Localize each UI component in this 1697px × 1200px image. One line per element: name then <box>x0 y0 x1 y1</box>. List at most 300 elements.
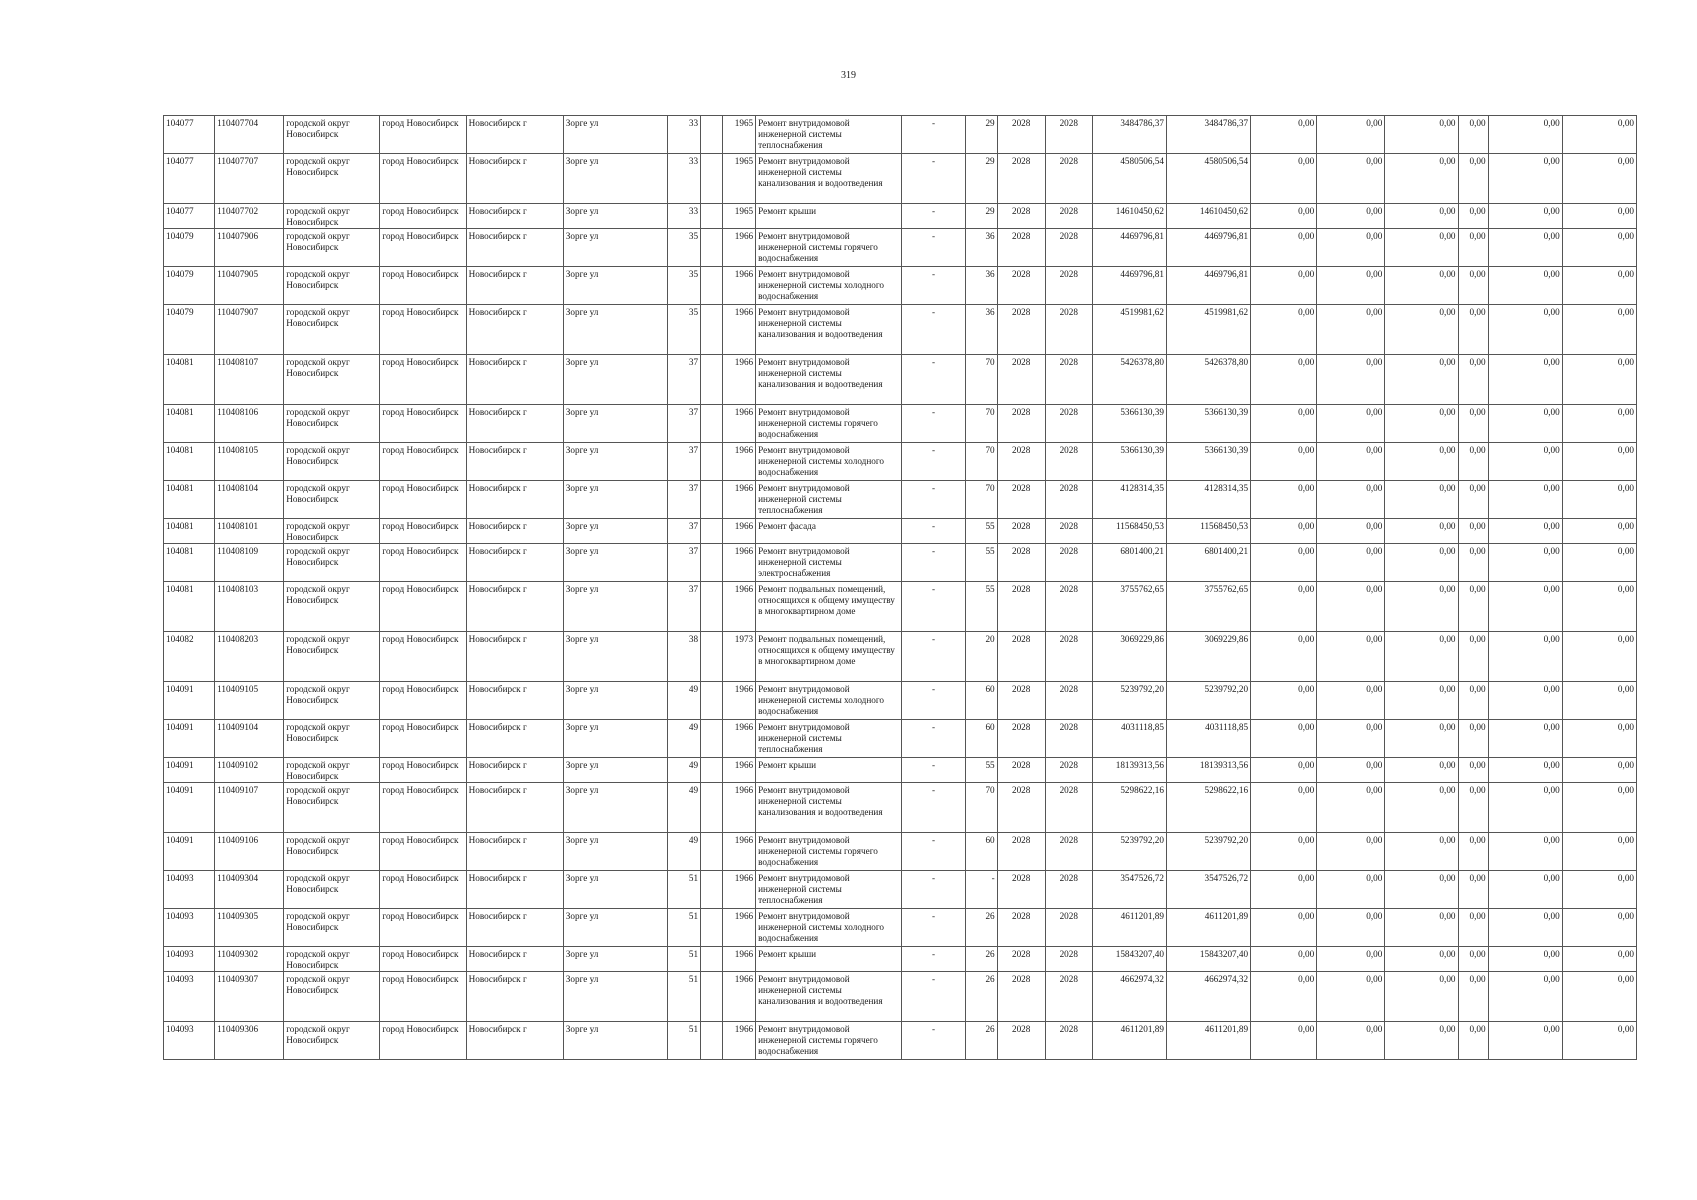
cell-budget-regional: 0,00 <box>1317 783 1385 833</box>
cell-fund-cost: 4128314,35 <box>1166 481 1250 519</box>
cell-budget-regional: 0,00 <box>1317 871 1385 909</box>
cell-unit: - <box>902 116 965 154</box>
cell-work-id: 110408107 <box>215 355 284 405</box>
cell-budget-local: 0,00 <box>1385 909 1458 947</box>
cell-year-start: 2028 <box>997 305 1045 355</box>
table-row <box>164 443 1637 481</box>
cell-year-start: 2028 <box>997 909 1045 947</box>
cell-budget-federal: 0,00 <box>1251 909 1317 947</box>
cell-budget-local: 0,00 <box>1385 783 1458 833</box>
cell-city: Новосибирск г <box>466 229 563 267</box>
cell-budget-federal: 0,00 <box>1251 355 1317 405</box>
cell-building <box>701 582 723 632</box>
cell-building <box>701 682 723 720</box>
cell-fund-cost: 3547526,72 <box>1166 871 1250 909</box>
table-row <box>164 544 1637 582</box>
cell-work-type: Ремонт внутридомовой инженерной системы горячего водоснабжения <box>756 1022 902 1060</box>
cell-total-cost: 4128314,35 <box>1092 481 1166 519</box>
cell-budget-local: 0,00 <box>1385 632 1458 682</box>
table-row <box>164 229 1637 267</box>
cell-building <box>701 720 723 758</box>
cell-budget-federal: 0,00 <box>1251 405 1317 443</box>
cell-settlement: город Новосибирск <box>380 267 466 305</box>
cell-municipality: городской округ Новосибирск <box>284 947 380 972</box>
cell-settlement: город Новосибирск <box>380 758 466 783</box>
cell-house-number: 51 <box>667 909 700 947</box>
cell-object-id: 104081 <box>164 355 215 405</box>
cell-total-cost: 6801400,21 <box>1092 544 1166 582</box>
cell-wear-percent: 29 <box>965 204 997 229</box>
cell-year-start: 2028 <box>997 481 1045 519</box>
cell-year-end: 2028 <box>1045 1022 1092 1060</box>
cell-total-cost: 4611201,89 <box>1092 909 1166 947</box>
cell-work-type: Ремонт крыши <box>756 204 902 229</box>
cell-extra-funds: 0,00 <box>1562 519 1636 544</box>
cell-work-id: 110408106 <box>215 405 284 443</box>
cell-other-sources: 0,00 <box>1488 632 1562 682</box>
cell-wear-percent: 36 <box>965 267 997 305</box>
cell-settlement: город Новосибирск <box>380 1022 466 1060</box>
cell-total-cost: 4031118,85 <box>1092 720 1166 758</box>
cell-fund-cost: 6801400,21 <box>1166 544 1250 582</box>
cell-total-cost: 4469796,81 <box>1092 229 1166 267</box>
cell-budget-local: 0,00 <box>1385 204 1458 229</box>
cell-building <box>701 519 723 544</box>
cell-municipality: городской округ Новосибирск <box>284 204 380 229</box>
cell-year-end: 2028 <box>1045 972 1092 1022</box>
cell-street: Зорге ул <box>563 481 667 519</box>
cell-year-start: 2028 <box>997 632 1045 682</box>
cell-extra-funds: 0,00 <box>1562 682 1636 720</box>
cell-house-number: 35 <box>667 229 700 267</box>
cell-year-start: 2028 <box>997 116 1045 154</box>
cell-owners-share: 0,00 <box>1458 947 1488 972</box>
cell-unit: - <box>902 229 965 267</box>
cell-extra-funds: 0,00 <box>1562 154 1636 204</box>
cell-object-id: 104081 <box>164 582 215 632</box>
cell-work-type: Ремонт подвальных помещений, относящихся к общему имуществу в многоквартирном доме <box>756 582 902 632</box>
cell-wear-percent: 55 <box>965 758 997 783</box>
cell-work-type: Ремонт внутридомовой инженерной системы канализования и водоотведения <box>756 783 902 833</box>
cell-budget-federal: 0,00 <box>1251 481 1317 519</box>
cell-year-built: 1966 <box>723 405 756 443</box>
table-row <box>164 116 1637 154</box>
cell-year-start: 2028 <box>997 947 1045 972</box>
cell-owners-share: 0,00 <box>1458 720 1488 758</box>
cell-object-id: 104081 <box>164 443 215 481</box>
cell-total-cost: 5239792,20 <box>1092 682 1166 720</box>
cell-city: Новосибирск г <box>466 972 563 1022</box>
cell-building <box>701 909 723 947</box>
cell-municipality: городской округ Новосибирск <box>284 682 380 720</box>
cell-house-number: 33 <box>667 204 700 229</box>
table-row <box>164 267 1637 305</box>
cell-year-end: 2028 <box>1045 632 1092 682</box>
cell-fund-cost: 4662974,32 <box>1166 972 1250 1022</box>
cell-year-built: 1966 <box>723 871 756 909</box>
cell-year-built: 1966 <box>723 947 756 972</box>
cell-municipality: городской округ Новосибирск <box>284 909 380 947</box>
cell-municipality: городской округ Новосибирск <box>284 833 380 871</box>
cell-city: Новосибирск г <box>466 204 563 229</box>
cell-budget-federal: 0,00 <box>1251 519 1317 544</box>
cell-year-end: 2028 <box>1045 443 1092 481</box>
cell-settlement: город Новосибирск <box>380 783 466 833</box>
cell-fund-cost: 18139313,56 <box>1166 758 1250 783</box>
cell-year-end: 2028 <box>1045 783 1092 833</box>
cell-year-built: 1966 <box>723 909 756 947</box>
cell-budget-local: 0,00 <box>1385 833 1458 871</box>
cell-fund-cost: 4580506,54 <box>1166 154 1250 204</box>
cell-building <box>701 443 723 481</box>
cell-unit: - <box>902 758 965 783</box>
cell-budget-regional: 0,00 <box>1317 833 1385 871</box>
cell-house-number: 49 <box>667 682 700 720</box>
cell-unit: - <box>902 947 965 972</box>
cell-budget-local: 0,00 <box>1385 154 1458 204</box>
cell-owners-share: 0,00 <box>1458 758 1488 783</box>
cell-city: Новосибирск г <box>466 481 563 519</box>
cell-other-sources: 0,00 <box>1488 116 1562 154</box>
cell-building <box>701 355 723 405</box>
cell-house-number: 35 <box>667 305 700 355</box>
cell-year-end: 2028 <box>1045 229 1092 267</box>
cell-wear-percent: 55 <box>965 544 997 582</box>
cell-city: Новосибирск г <box>466 405 563 443</box>
cell-total-cost: 11568450,53 <box>1092 519 1166 544</box>
cell-unit: - <box>902 355 965 405</box>
cell-budget-federal: 0,00 <box>1251 1022 1317 1060</box>
cell-object-id: 104079 <box>164 229 215 267</box>
cell-budget-regional: 0,00 <box>1317 443 1385 481</box>
cell-settlement: город Новосибирск <box>380 519 466 544</box>
cell-municipality: городской округ Новосибирск <box>284 116 380 154</box>
cell-unit: - <box>902 1022 965 1060</box>
cell-street: Зорге ул <box>563 116 667 154</box>
table-row <box>164 720 1637 758</box>
cell-budget-regional: 0,00 <box>1317 405 1385 443</box>
cell-street: Зорге ул <box>563 972 667 1022</box>
cell-total-cost: 3547526,72 <box>1092 871 1166 909</box>
cell-object-id: 104091 <box>164 720 215 758</box>
cell-street: Зорге ул <box>563 909 667 947</box>
cell-year-built: 1966 <box>723 582 756 632</box>
cell-year-built: 1966 <box>723 519 756 544</box>
cell-wear-percent: 26 <box>965 947 997 972</box>
cell-budget-regional: 0,00 <box>1317 632 1385 682</box>
cell-settlement: город Новосибирск <box>380 972 466 1022</box>
cell-street: Зорге ул <box>563 682 667 720</box>
cell-budget-federal: 0,00 <box>1251 267 1317 305</box>
cell-unit: - <box>902 305 965 355</box>
cell-settlement: город Новосибирск <box>380 481 466 519</box>
cell-unit: - <box>902 833 965 871</box>
cell-budget-regional: 0,00 <box>1317 204 1385 229</box>
table-row <box>164 682 1637 720</box>
cell-fund-cost: 4611201,89 <box>1166 1022 1250 1060</box>
cell-budget-federal: 0,00 <box>1251 833 1317 871</box>
cell-total-cost: 3069229,86 <box>1092 632 1166 682</box>
cell-city: Новосибирск г <box>466 355 563 405</box>
cell-municipality: городской округ Новосибирск <box>284 632 380 682</box>
cell-fund-cost: 4611201,89 <box>1166 909 1250 947</box>
cell-house-number: 37 <box>667 355 700 405</box>
table-row <box>164 1022 1637 1060</box>
cell-year-start: 2028 <box>997 405 1045 443</box>
cell-extra-funds: 0,00 <box>1562 720 1636 758</box>
cell-year-start: 2028 <box>997 871 1045 909</box>
cell-fund-cost: 5298622,16 <box>1166 783 1250 833</box>
cell-wear-percent: 26 <box>965 1022 997 1060</box>
cell-object-id: 104082 <box>164 632 215 682</box>
cell-street: Зорге ул <box>563 355 667 405</box>
cell-year-end: 2028 <box>1045 519 1092 544</box>
cell-work-type: Ремонт внутридомовой инженерной системы холодного водоснабжения <box>756 909 902 947</box>
cell-total-cost: 14610450,62 <box>1092 204 1166 229</box>
cell-municipality: городской округ Новосибирск <box>284 154 380 204</box>
cell-street: Зорге ул <box>563 758 667 783</box>
cell-extra-funds: 0,00 <box>1562 355 1636 405</box>
table-row <box>164 909 1637 947</box>
cell-street: Зорге ул <box>563 1022 667 1060</box>
cell-work-id: 110409105 <box>215 682 284 720</box>
cell-wear-percent: 60 <box>965 682 997 720</box>
cell-building <box>701 481 723 519</box>
cell-fund-cost: 4519981,62 <box>1166 305 1250 355</box>
cell-work-id: 110408203 <box>215 632 284 682</box>
cell-object-id: 104077 <box>164 154 215 204</box>
cell-municipality: городской округ Новосибирск <box>284 355 380 405</box>
cell-other-sources: 0,00 <box>1488 833 1562 871</box>
cell-owners-share: 0,00 <box>1458 154 1488 204</box>
table-row <box>164 833 1637 871</box>
cell-budget-regional: 0,00 <box>1317 116 1385 154</box>
cell-year-end: 2028 <box>1045 154 1092 204</box>
cell-object-id: 104091 <box>164 833 215 871</box>
cell-wear-percent: 26 <box>965 909 997 947</box>
cell-budget-local: 0,00 <box>1385 544 1458 582</box>
cell-other-sources: 0,00 <box>1488 229 1562 267</box>
cell-extra-funds: 0,00 <box>1562 405 1636 443</box>
cell-wear-percent: 55 <box>965 582 997 632</box>
cell-other-sources: 0,00 <box>1488 682 1562 720</box>
cell-house-number: 37 <box>667 582 700 632</box>
cell-city: Новосибирск г <box>466 544 563 582</box>
cell-year-start: 2028 <box>997 972 1045 1022</box>
cell-year-start: 2028 <box>997 154 1045 204</box>
cell-work-type: Ремонт внутридомовой инженерной системы горячего водоснабжения <box>756 833 902 871</box>
cell-settlement: город Новосибирск <box>380 909 466 947</box>
cell-settlement: город Новосибирск <box>380 154 466 204</box>
cell-year-built: 1966 <box>723 833 756 871</box>
cell-wear-percent: 29 <box>965 116 997 154</box>
cell-year-start: 2028 <box>997 519 1045 544</box>
cell-year-built: 1966 <box>723 682 756 720</box>
cell-fund-cost: 14610450,62 <box>1166 204 1250 229</box>
cell-unit: - <box>902 519 965 544</box>
cell-year-start: 2028 <box>997 758 1045 783</box>
cell-object-id: 104093 <box>164 909 215 947</box>
cell-wear-percent: 26 <box>965 972 997 1022</box>
cell-budget-federal: 0,00 <box>1251 229 1317 267</box>
registry-table <box>163 115 1637 1060</box>
cell-budget-local: 0,00 <box>1385 305 1458 355</box>
cell-object-id: 104093 <box>164 947 215 972</box>
cell-year-start: 2028 <box>997 204 1045 229</box>
cell-work-type: Ремонт внутридомовой инженерной системы теплоснабжения <box>756 871 902 909</box>
cell-total-cost: 5426378,80 <box>1092 355 1166 405</box>
cell-work-id: 110408105 <box>215 443 284 481</box>
cell-settlement: город Новосибирск <box>380 355 466 405</box>
cell-street: Зорге ул <box>563 833 667 871</box>
cell-year-end: 2028 <box>1045 871 1092 909</box>
cell-work-type: Ремонт внутридомовой инженерной системы холодного водоснабжения <box>756 443 902 481</box>
cell-municipality: городской округ Новосибирск <box>284 972 380 1022</box>
cell-year-built: 1965 <box>723 154 756 204</box>
cell-total-cost: 4580506,54 <box>1092 154 1166 204</box>
cell-budget-local: 0,00 <box>1385 481 1458 519</box>
cell-owners-share: 0,00 <box>1458 405 1488 443</box>
cell-object-id: 104079 <box>164 305 215 355</box>
cell-work-id: 110409102 <box>215 758 284 783</box>
cell-settlement: город Новосибирск <box>380 544 466 582</box>
cell-other-sources: 0,00 <box>1488 154 1562 204</box>
cell-work-id: 110409106 <box>215 833 284 871</box>
cell-owners-share: 0,00 <box>1458 909 1488 947</box>
cell-owners-share: 0,00 <box>1458 116 1488 154</box>
cell-year-built: 1966 <box>723 758 756 783</box>
cell-year-start: 2028 <box>997 443 1045 481</box>
cell-building <box>701 833 723 871</box>
cell-year-built: 1966 <box>723 305 756 355</box>
cell-object-id: 104081 <box>164 519 215 544</box>
cell-budget-federal: 0,00 <box>1251 720 1317 758</box>
cell-owners-share: 0,00 <box>1458 229 1488 267</box>
cell-total-cost: 5366130,39 <box>1092 405 1166 443</box>
cell-total-cost: 5239792,20 <box>1092 833 1166 871</box>
cell-house-number: 37 <box>667 405 700 443</box>
cell-settlement: город Новосибирск <box>380 871 466 909</box>
cell-year-built: 1966 <box>723 720 756 758</box>
table-row <box>164 519 1637 544</box>
cell-unit: - <box>902 972 965 1022</box>
cell-house-number: 49 <box>667 833 700 871</box>
cell-year-start: 2028 <box>997 355 1045 405</box>
cell-budget-regional: 0,00 <box>1317 305 1385 355</box>
cell-settlement: город Новосибирск <box>380 947 466 972</box>
cell-budget-regional: 0,00 <box>1317 154 1385 204</box>
cell-other-sources: 0,00 <box>1488 758 1562 783</box>
cell-budget-local: 0,00 <box>1385 405 1458 443</box>
cell-year-built: 1966 <box>723 783 756 833</box>
cell-work-id: 110408101 <box>215 519 284 544</box>
cell-municipality: городской округ Новосибирск <box>284 305 380 355</box>
cell-street: Зорге ул <box>563 544 667 582</box>
cell-year-end: 2028 <box>1045 758 1092 783</box>
table-row <box>164 204 1637 229</box>
cell-wear-percent: 70 <box>965 443 997 481</box>
cell-street: Зорге ул <box>563 582 667 632</box>
cell-work-id: 110409307 <box>215 972 284 1022</box>
table-row <box>164 305 1637 355</box>
cell-unit: - <box>902 405 965 443</box>
cell-other-sources: 0,00 <box>1488 972 1562 1022</box>
cell-owners-share: 0,00 <box>1458 544 1488 582</box>
cell-fund-cost: 5426378,80 <box>1166 355 1250 405</box>
cell-work-type: Ремонт внутридомовой инженерной системы горячего водоснабжения <box>756 405 902 443</box>
cell-year-end: 2028 <box>1045 267 1092 305</box>
cell-year-start: 2028 <box>997 582 1045 632</box>
cell-house-number: 35 <box>667 267 700 305</box>
cell-budget-local: 0,00 <box>1385 947 1458 972</box>
cell-unit: - <box>902 582 965 632</box>
cell-total-cost: 3484786,37 <box>1092 116 1166 154</box>
cell-work-id: 110407907 <box>215 305 284 355</box>
cell-other-sources: 0,00 <box>1488 267 1562 305</box>
cell-budget-local: 0,00 <box>1385 758 1458 783</box>
cell-house-number: 37 <box>667 544 700 582</box>
cell-budget-federal: 0,00 <box>1251 204 1317 229</box>
cell-street: Зорге ул <box>563 783 667 833</box>
cell-extra-funds: 0,00 <box>1562 783 1636 833</box>
cell-year-end: 2028 <box>1045 720 1092 758</box>
cell-budget-regional: 0,00 <box>1317 544 1385 582</box>
cell-total-cost: 4469796,81 <box>1092 267 1166 305</box>
cell-street: Зорге ул <box>563 305 667 355</box>
cell-work-id: 110408109 <box>215 544 284 582</box>
cell-budget-federal: 0,00 <box>1251 783 1317 833</box>
registry-body <box>164 116 1637 1060</box>
cell-unit: - <box>902 154 965 204</box>
cell-year-start: 2028 <box>997 833 1045 871</box>
cell-city: Новосибирск г <box>466 783 563 833</box>
cell-year-built: 1965 <box>723 116 756 154</box>
cell-budget-regional: 0,00 <box>1317 947 1385 972</box>
cell-year-built: 1966 <box>723 355 756 405</box>
cell-work-id: 110408104 <box>215 481 284 519</box>
cell-year-start: 2028 <box>997 267 1045 305</box>
cell-unit: - <box>902 871 965 909</box>
cell-city: Новосибирск г <box>466 632 563 682</box>
cell-house-number: 38 <box>667 632 700 682</box>
cell-owners-share: 0,00 <box>1458 833 1488 871</box>
cell-city: Новосибирск г <box>466 1022 563 1060</box>
cell-municipality: городской округ Новосибирск <box>284 519 380 544</box>
cell-work-id: 110407704 <box>215 116 284 154</box>
cell-work-type: Ремонт внутридомовой инженерной системы горячего водоснабжения <box>756 229 902 267</box>
cell-house-number: 49 <box>667 758 700 783</box>
cell-house-number: 49 <box>667 720 700 758</box>
cell-work-id: 110409304 <box>215 871 284 909</box>
cell-street: Зорге ул <box>563 267 667 305</box>
cell-wear-percent: 70 <box>965 783 997 833</box>
cell-budget-federal: 0,00 <box>1251 305 1317 355</box>
cell-object-id: 104093 <box>164 1022 215 1060</box>
cell-wear-percent: 36 <box>965 305 997 355</box>
cell-street: Зорге ул <box>563 871 667 909</box>
cell-wear-percent: 36 <box>965 229 997 267</box>
cell-extra-funds: 0,00 <box>1562 947 1636 972</box>
cell-budget-regional: 0,00 <box>1317 519 1385 544</box>
cell-year-end: 2028 <box>1045 909 1092 947</box>
cell-fund-cost: 5366130,39 <box>1166 443 1250 481</box>
cell-budget-local: 0,00 <box>1385 871 1458 909</box>
cell-year-built: 1973 <box>723 632 756 682</box>
cell-city: Новосибирск г <box>466 871 563 909</box>
cell-total-cost: 3755762,65 <box>1092 582 1166 632</box>
cell-budget-regional: 0,00 <box>1317 229 1385 267</box>
cell-extra-funds: 0,00 <box>1562 116 1636 154</box>
